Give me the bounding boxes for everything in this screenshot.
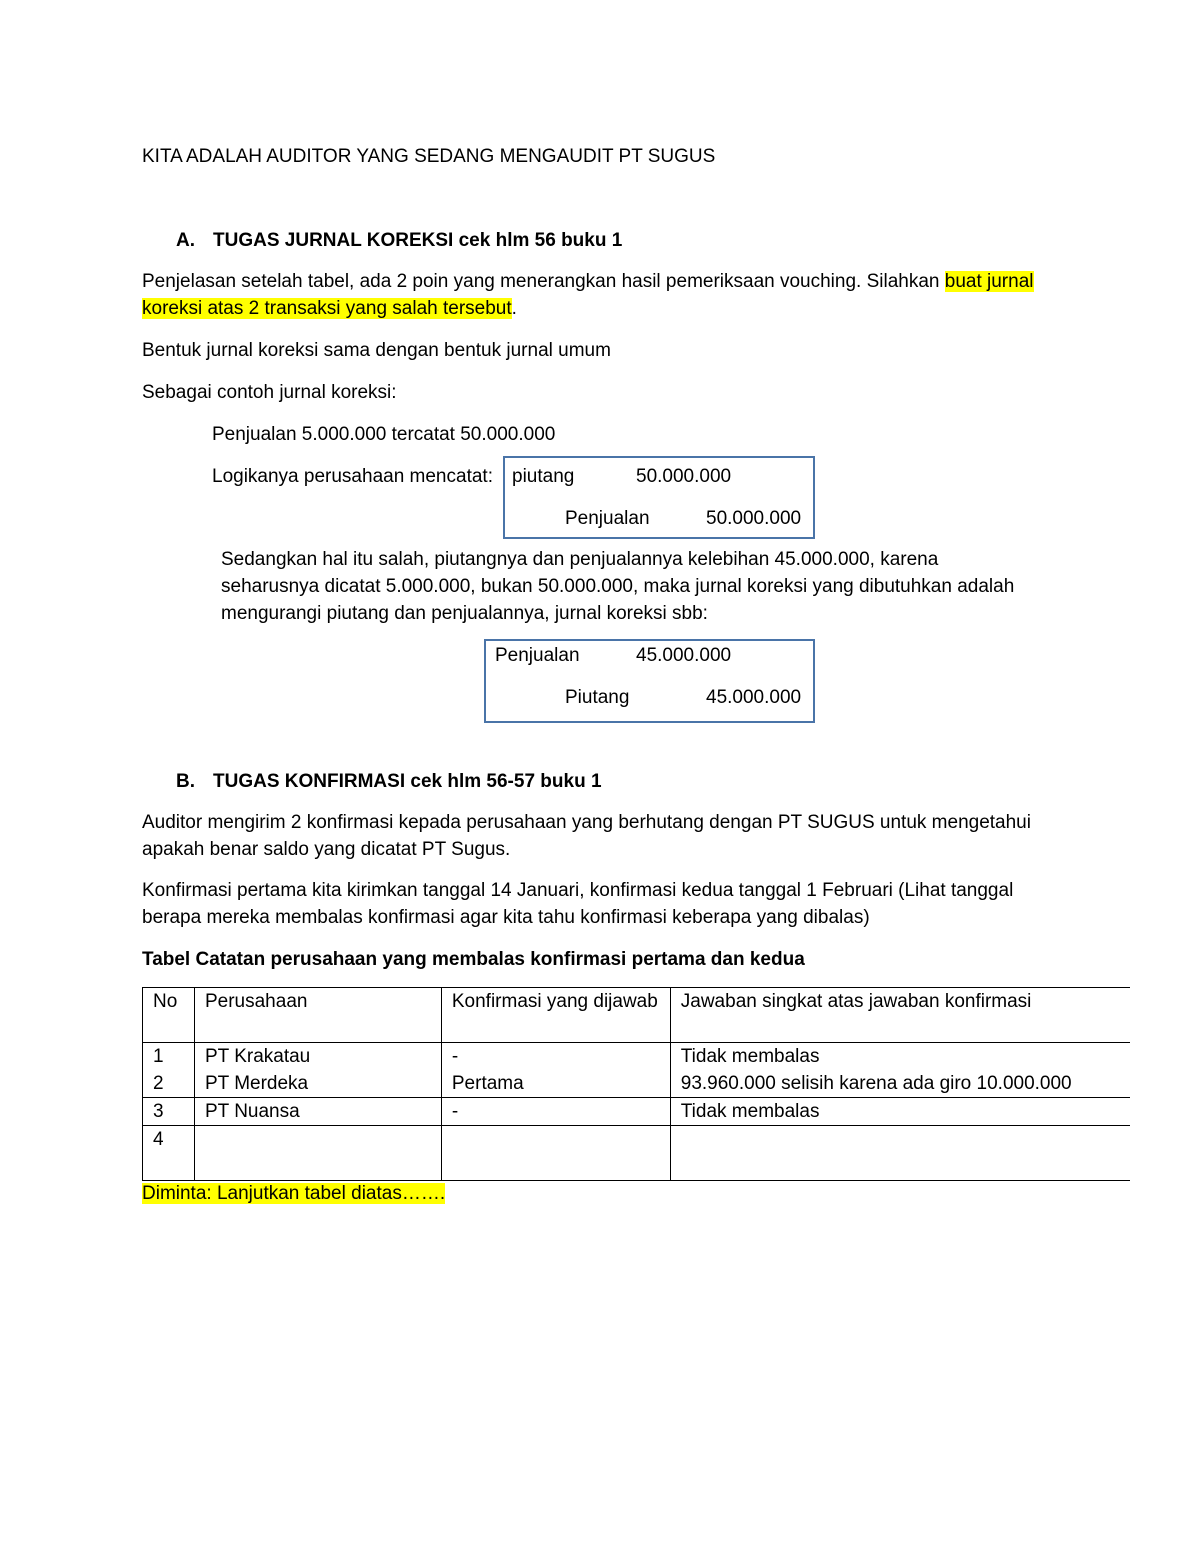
row2-no: 2 [153,1073,164,1094]
journal1-debit-account: piutang [512,466,575,487]
header-company: Perusahaan [194,988,441,1043]
journal2-debit-account: Penjualan [495,645,580,666]
section-b-para1-line1: Auditor mengirim 2 konfirmasi kepada perusahaan yang berhutang dengan PT SUGUS untuk mengetahui [142,812,1031,833]
row3-confirm: - [441,1098,670,1126]
footer-note-text: Diminta: Lanjutkan tabel diatas……. [142,1183,446,1204]
footer-note [142,1180,445,1207]
example-line: Penjualan 5.000.000 tercatat 50.000.000 [212,424,556,445]
row3-answer: Tidak membalas [670,1098,1130,1126]
cell-company [194,1043,441,1098]
row2-answer: 93.960.000 selisih karena ada giro 10.000.000 [680,1073,1072,1094]
explain-line3: mengurangi piutang dan penjualannya, jurnal koreksi sbb: [221,603,708,624]
table-row [143,1126,1131,1181]
row2-confirm: Pertama [451,1073,524,1094]
row4-company [194,1126,441,1181]
confirmation-table [142,987,1130,1181]
document-title: KITA ADALAH AUDITOR YANG SEDANG MENGAUDIT PT SUGUS [142,146,716,167]
cell-confirmation [441,1043,670,1098]
section-a-para3: Sebagai contoh jurnal koreksi: [142,382,397,403]
row1-no: 1 [153,1046,164,1067]
row4-confirm [441,1126,670,1181]
journal2-credit-account: Piutang [565,687,630,708]
journal2-credit-amount: 45.000.000 [706,687,802,708]
header-answer: Jawaban singkat atas jawaban konfirmasi [670,988,1130,1043]
explain-line2: seharusnya dicatat 5.000.000, bukan 50.000.000, maka jurnal koreksi yang dibutuhkan adalah [221,576,1015,597]
explain-line1: Sedangkan hal itu salah, piutangnya dan penjualannya kelebihan 45.000.000, karena [221,549,939,570]
cell-no [143,1043,195,1098]
row3-no: 3 [143,1098,195,1126]
row2-company: PT Merdeka [204,1073,309,1094]
para1-highlight-2: koreksi atas 2 transaksi yang salah tersebut [142,298,512,319]
section-b-para1-line2: apakah benar saldo yang dicatat PT Sugus. [142,839,511,860]
row1-confirm: - [451,1046,459,1067]
row4-no: 4 [143,1126,195,1181]
table-header-row [143,988,1131,1043]
row3-company: PT Nuansa [194,1098,441,1126]
journal1-debit-amount: 50.000.000 [636,466,732,487]
row1-company: PT Krakatau [204,1046,311,1067]
table-title: Tabel Catatan perusahaan yang membalas konfirmasi pertama dan kedua [142,949,805,970]
journal2-debit-amount: 45.000.000 [636,645,732,666]
para1-plain-text: Penjelasan setelah tabel, ada 2 poin yang menerangkan hasil pemeriksaan vouching. Silahkan [142,271,945,292]
table-row [143,1043,1131,1098]
section-b-marker: B. [176,771,195,792]
row1-answer: Tidak membalas [680,1046,820,1067]
journal1-credit-account: Penjualan [565,508,650,529]
row4-answer [670,1126,1130,1181]
section-a-para1-line1 [142,268,1034,295]
section-a-marker: A. [176,230,195,251]
section-a-heading: TUGAS JURNAL KOREKSI cek hlm 56 buku 1 [213,230,623,251]
section-a-para1-line2 [142,295,517,322]
para1-end: . [511,298,517,319]
section-a-para2: Bentuk jurnal koreksi sama dengan bentuk jurnal umum [142,340,611,361]
cell-answer [670,1043,1130,1098]
para1-highlight-1: buat jurnal [944,271,1034,292]
header-no: No [143,988,195,1043]
logic-label: Logikanya perusahaan mencatat: [212,466,493,487]
section-b-heading: TUGAS KONFIRMASI cek hlm 56-57 buku 1 [213,771,602,792]
table-row [143,1098,1131,1126]
section-b-para2-line2: berapa mereka membalas konfirmasi agar kita tahu konfirmasi keberapa yang dibalas) [142,907,870,928]
section-b-para2-line1: Konfirmasi pertama kita kirimkan tanggal 14 Januari, konfirmasi kedua tanggal 1 Februari (Lihat tanggal [142,880,1014,901]
header-confirmation: Konfirmasi yang dijawab [441,988,670,1043]
journal1-credit-amount: 50.000.000 [706,508,802,529]
